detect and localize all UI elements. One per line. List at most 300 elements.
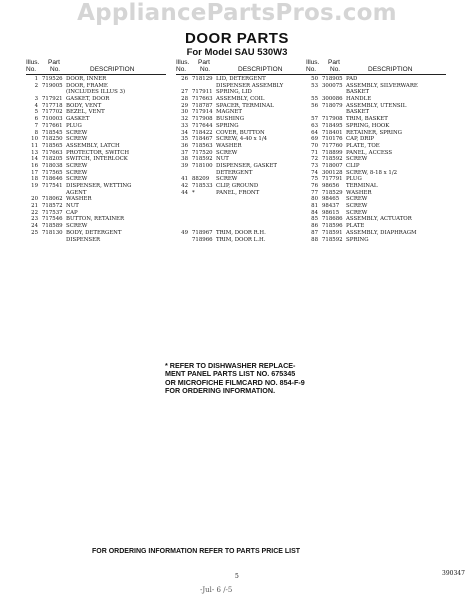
header-description: DESCRIPTION xyxy=(238,66,283,73)
part-description: PLATE xyxy=(346,223,365,230)
parts-row xyxy=(176,83,306,90)
illus-number: 2 xyxy=(34,82,38,89)
part-number: 718966 xyxy=(192,236,213,243)
parts-row xyxy=(306,130,446,137)
part-description: SCREW, 4-40 x 1/4 xyxy=(216,136,268,143)
parts-row xyxy=(26,76,166,83)
part-number: 717541 xyxy=(42,183,63,189)
part-number: 718589 xyxy=(42,223,63,230)
parts-row xyxy=(306,230,446,237)
part-description: WASHER xyxy=(216,142,242,149)
part-description: DOOR, FRAME xyxy=(66,82,108,89)
part-description: ASSEMBLY, SILVERWARE xyxy=(346,82,418,89)
part-description: MAGNET xyxy=(216,109,242,116)
part-number: 718592 xyxy=(192,156,213,163)
header-rule xyxy=(26,74,166,75)
illus-number: 17 xyxy=(31,169,38,176)
part-number: 718563 xyxy=(192,142,213,149)
parts-row xyxy=(306,196,446,203)
part-description: RETAINER, SPRING xyxy=(346,129,402,136)
part-description: ASSEMBLY, ACTUATOR xyxy=(346,216,412,223)
illus-number: 32 xyxy=(181,116,188,123)
part-description: SPRING, LID xyxy=(216,89,252,96)
part-description: BUSHING xyxy=(216,116,245,123)
parts-row xyxy=(26,163,166,170)
note-line: FOR ORDERING INFORMATION. xyxy=(165,386,276,396)
parts-row xyxy=(26,210,166,217)
part-description: DOOR, INNER xyxy=(66,76,107,82)
illus-number: 5 xyxy=(34,109,38,116)
part-number: 718467 xyxy=(192,136,213,143)
part-number: 98465 xyxy=(322,196,340,203)
illus-number: 25 xyxy=(31,229,38,236)
part-number: 718899 xyxy=(322,149,343,156)
part-number: 98615 xyxy=(322,209,340,216)
part-number: 300075 xyxy=(322,82,343,89)
parts-row xyxy=(176,143,306,150)
part-number: 710176 xyxy=(322,136,343,143)
part-number: 719526 xyxy=(42,76,63,82)
part-description: CLIP, GROUND xyxy=(216,183,259,189)
part-description: BASKET xyxy=(346,89,370,96)
part-description: WASHER xyxy=(66,196,92,203)
header-description: DESCRIPTION xyxy=(368,66,413,73)
illus-number: 49 xyxy=(181,229,188,236)
illus-number: 23 xyxy=(31,216,38,223)
part-number: 717718 xyxy=(42,102,63,109)
parts-row xyxy=(26,96,166,103)
parts-row xyxy=(176,163,306,170)
parts-row xyxy=(176,116,306,123)
part-number: 717911 xyxy=(192,89,213,96)
parts-row xyxy=(26,150,166,157)
illus-number: 63 xyxy=(311,122,318,129)
part-number: 718529 xyxy=(322,189,343,196)
parts-row xyxy=(306,190,446,197)
illus-number: 1 xyxy=(34,76,38,82)
illus-number: 44 xyxy=(181,189,188,196)
parts-row xyxy=(176,196,306,203)
parts-row xyxy=(176,176,306,183)
part-number: 718079 xyxy=(322,102,343,109)
illus-number: 22 xyxy=(31,209,38,216)
illus-number: 13 xyxy=(31,149,38,156)
part-description: PANEL, ACCESS xyxy=(346,149,393,156)
illus-number: 19 xyxy=(31,183,38,189)
parts-row xyxy=(176,237,306,244)
illus-number: 10 xyxy=(31,136,38,143)
part-description: CAP xyxy=(66,209,78,216)
illus-number: 24 xyxy=(31,223,38,230)
parts-row xyxy=(176,203,306,210)
illus-number: 21 xyxy=(31,203,38,210)
part-number: 718592 xyxy=(322,156,343,163)
part-number: 717537 xyxy=(42,209,63,216)
illus-number: 80 xyxy=(311,196,318,203)
parts-row xyxy=(306,109,446,116)
parts-column-1 xyxy=(26,58,166,243)
illus-number: 74 xyxy=(311,169,318,176)
header-illus: Illus. xyxy=(306,59,320,66)
handwritten-mark: -Jul- 6 /-5 xyxy=(200,586,233,594)
parts-row xyxy=(306,103,446,110)
parts-row xyxy=(26,116,166,123)
illus-number: 70 xyxy=(311,142,318,149)
illus-number: 57 xyxy=(311,116,318,123)
part-description: CLIP xyxy=(346,162,360,169)
part-number: 717663 xyxy=(192,96,213,103)
illus-number: 8 xyxy=(34,129,38,136)
header-partno: No. xyxy=(200,66,211,73)
parts-row xyxy=(26,109,166,116)
illus-number: 85 xyxy=(311,216,318,223)
part-number: 718572 xyxy=(42,203,63,210)
part-number: 718038 xyxy=(42,162,63,169)
parts-row xyxy=(176,150,306,157)
parts-row xyxy=(176,96,306,103)
header-rule xyxy=(306,74,446,75)
document-number: 390347 xyxy=(442,570,465,577)
note-line: MENT PANEL PARTS LIST NO. 675345 xyxy=(165,369,296,379)
part-number: 718422 xyxy=(192,129,213,136)
illus-number: 53 xyxy=(311,82,318,89)
illus-number: 76 xyxy=(311,183,318,189)
part-number: 718646 xyxy=(42,176,63,183)
part-number: 717921 xyxy=(42,96,63,103)
illus-number: 39 xyxy=(181,162,188,169)
part-description: SCREW xyxy=(66,162,88,169)
parts-row xyxy=(176,216,306,223)
parts-column-3 xyxy=(306,58,446,243)
parts-row xyxy=(306,223,446,230)
part-number: 718100 xyxy=(192,162,213,169)
part-description: SCREW xyxy=(216,149,238,156)
illus-number: 34 xyxy=(181,129,188,136)
part-description: BODY, VENT xyxy=(66,102,102,109)
parts-row xyxy=(306,176,446,183)
part-description: (INCLUDES ILLUS 3) xyxy=(66,89,126,96)
illus-number: 64 xyxy=(311,129,318,136)
header-illus: Illus. xyxy=(26,59,40,66)
part-description: BUTTON, RETAINER xyxy=(66,216,125,223)
illus-number: 27 xyxy=(181,89,188,96)
illus-number: 37 xyxy=(181,149,188,156)
header-illus: Illus. xyxy=(176,59,190,66)
part-number: 718495 xyxy=(322,122,343,129)
parts-row xyxy=(176,103,306,110)
parts-row xyxy=(26,183,166,190)
part-description: PLUG xyxy=(346,176,362,183)
part-number: 718592 xyxy=(322,236,343,243)
part-number: 717914 xyxy=(192,109,213,116)
illus-number: 4 xyxy=(34,102,38,109)
column-header xyxy=(306,58,446,74)
illus-number: 84 xyxy=(311,209,318,216)
part-description: AGENT xyxy=(66,189,87,196)
parts-row xyxy=(306,156,446,163)
part-description: SWITCH, INTERLOCK xyxy=(66,156,128,163)
part-number: 719005 xyxy=(42,82,63,89)
parts-row xyxy=(26,143,166,150)
part-number: 718565 xyxy=(42,142,63,149)
part-number: 718787 xyxy=(192,102,213,109)
illus-number: 36 xyxy=(181,142,188,149)
part-description: SCREW xyxy=(346,196,368,203)
part-number: 718967 xyxy=(192,229,213,236)
part-description: ASSEMBLY, DIAPHRAGM xyxy=(346,229,417,236)
part-description: SPRING xyxy=(346,236,369,243)
illus-number: 87 xyxy=(311,229,318,236)
part-description: NUT xyxy=(66,203,79,210)
parts-row xyxy=(26,230,166,237)
part-description: SPRING xyxy=(216,122,239,129)
part-number: * xyxy=(192,189,195,196)
part-description: DISPENSER ASSEMBLY xyxy=(216,82,284,89)
parts-row xyxy=(306,123,446,130)
illus-number: 86 xyxy=(311,223,318,230)
part-number: 710003 xyxy=(42,116,63,123)
part-number: 718129 xyxy=(192,76,213,82)
parts-row xyxy=(26,103,166,110)
illus-number: 69 xyxy=(311,136,318,143)
part-number: 717644 xyxy=(192,122,213,129)
part-description: SCREW xyxy=(346,156,368,163)
part-number: 717760 xyxy=(322,142,343,149)
site-watermark: AppliancePartsPros.com xyxy=(77,0,397,26)
replacement-panel-note xyxy=(165,362,305,396)
illus-number: 50 xyxy=(311,76,318,82)
part-description: BEZEL, VENT xyxy=(66,109,105,116)
parts-row xyxy=(306,83,446,90)
part-description: SPACER, TERMINAL xyxy=(216,102,274,109)
illus-number: 11 xyxy=(31,142,38,149)
part-number: 718250 xyxy=(42,136,63,143)
page-subtitle: For Model SAU 530W3 xyxy=(186,47,288,58)
parts-row xyxy=(26,156,166,163)
part-description: ASSEMBLY, UTENSIL xyxy=(346,102,407,109)
parts-row xyxy=(306,89,446,96)
header-description: DESCRIPTION xyxy=(90,66,135,73)
illus-number: 33 xyxy=(181,122,188,129)
part-number: 718596 xyxy=(322,223,343,230)
part-description: PANEL, FRONT xyxy=(216,189,260,196)
illus-number: 7 xyxy=(34,122,38,129)
part-description: PAD xyxy=(346,76,358,82)
column-body xyxy=(306,76,446,243)
part-number: 718130 xyxy=(42,229,63,236)
header-no: No. xyxy=(306,66,317,73)
part-number: 717791 xyxy=(322,176,343,183)
header-rule xyxy=(176,74,306,75)
illus-number: 88 xyxy=(311,236,318,243)
illus-number: 72 xyxy=(311,156,318,163)
part-number: 717908 xyxy=(322,116,343,123)
illus-number: 56 xyxy=(311,102,318,109)
illus-number: 71 xyxy=(311,149,318,156)
part-description: PROTECTOR, SWITCH xyxy=(66,149,130,156)
parts-row xyxy=(306,76,446,83)
parts-row xyxy=(176,190,306,197)
illus-number: 26 xyxy=(181,76,188,82)
part-number: 718545 xyxy=(42,129,63,136)
part-number: 718591 xyxy=(322,229,343,236)
parts-row xyxy=(26,196,166,203)
header-no: No. xyxy=(176,66,187,73)
part-description: ASSEMBLY, LATCH xyxy=(66,142,120,149)
parts-row xyxy=(176,76,306,83)
parts-row xyxy=(306,170,446,177)
parts-row xyxy=(26,176,166,183)
parts-row xyxy=(26,216,166,223)
part-number: 717546 xyxy=(42,216,63,223)
parts-row xyxy=(306,203,446,210)
illus-number: 75 xyxy=(311,176,318,183)
illus-number: 30 xyxy=(181,109,188,116)
part-description: SCREW xyxy=(216,176,238,183)
illus-number: 73 xyxy=(311,162,318,169)
column-header xyxy=(26,58,166,74)
illus-number: 14 xyxy=(31,156,38,163)
illus-number: 3 xyxy=(34,96,38,103)
part-description: SCREW xyxy=(66,176,88,183)
part-description: CAP, DRIP xyxy=(346,136,375,143)
illus-number: 20 xyxy=(31,196,38,203)
part-description: WASHER xyxy=(346,189,372,196)
illus-number: 55 xyxy=(311,96,318,103)
illus-number: 35 xyxy=(181,136,188,143)
part-description: PLATE, TOE xyxy=(346,142,380,149)
part-description: DISPENSER xyxy=(66,236,101,243)
part-number: 98437 xyxy=(322,203,340,210)
part-description: BODY, DETERGENT xyxy=(66,229,122,236)
illus-number: 29 xyxy=(181,102,188,109)
header-part: Part xyxy=(48,59,60,66)
part-description: DETERGENT xyxy=(216,169,253,176)
part-description: GASKET, DOOR xyxy=(66,96,110,103)
part-description: SCREW xyxy=(66,223,88,230)
parts-column-2 xyxy=(176,58,306,243)
parts-row xyxy=(306,237,446,244)
page-number: 5 xyxy=(235,573,239,580)
part-description: SCREW xyxy=(346,209,368,216)
column-body xyxy=(176,76,306,243)
parts-row xyxy=(26,170,166,177)
parts-row xyxy=(176,230,306,237)
part-description: TERMINAL xyxy=(346,183,378,189)
part-number: 718401 xyxy=(322,129,343,136)
part-description: BASKET xyxy=(346,109,370,116)
parts-row xyxy=(306,210,446,217)
part-number: 718533 xyxy=(192,183,213,189)
part-number: 718205 xyxy=(42,156,63,163)
parts-row xyxy=(176,123,306,130)
part-description: NUT xyxy=(216,156,229,163)
illus-number: 77 xyxy=(311,189,318,196)
parts-row xyxy=(26,237,166,244)
part-description: LID, DETERGENT xyxy=(216,76,266,82)
part-description: TRIM, DOOR R.H. xyxy=(216,229,266,236)
column-header xyxy=(176,58,306,74)
illus-number: 42 xyxy=(181,183,188,189)
parts-row xyxy=(306,163,446,170)
illus-number: 38 xyxy=(181,156,188,163)
part-description: SPRING, HOOK xyxy=(346,122,390,129)
parts-row xyxy=(306,143,446,150)
parts-row xyxy=(176,183,306,190)
part-number: 300128 xyxy=(322,169,343,176)
parts-row xyxy=(306,183,446,190)
note-line: OR MICROFICHE FILMCARD NO. 854-F-9 xyxy=(165,377,305,387)
part-number: 718905 xyxy=(322,76,343,82)
part-number: 718007 xyxy=(322,162,343,169)
ordering-footer: FOR ORDERING INFORMATION REFER TO PARTS PRICE LIST xyxy=(92,548,301,555)
parts-row xyxy=(306,96,446,103)
parts-row xyxy=(306,216,446,223)
page-title: DOOR PARTS xyxy=(185,30,289,47)
illus-number: 41 xyxy=(181,176,188,183)
part-number: 300086 xyxy=(322,96,343,103)
illus-number: 18 xyxy=(31,176,38,183)
illus-number: 28 xyxy=(181,96,188,103)
header-part: Part xyxy=(198,59,210,66)
parts-row xyxy=(176,136,306,143)
note-line: * REFER TO DISHWASHER REPLACE- xyxy=(165,361,296,370)
illus-number: 81 xyxy=(311,203,318,210)
header-no: No. xyxy=(26,66,37,73)
part-description: SCREW xyxy=(66,169,88,176)
part-description: DISPENSER, WETTING xyxy=(66,183,132,189)
parts-row xyxy=(176,156,306,163)
header-part: Part xyxy=(328,59,340,66)
part-description: HANDLE xyxy=(346,96,372,103)
part-description: TRIM, BASKET xyxy=(346,116,388,123)
parts-row xyxy=(176,170,306,177)
parts-row xyxy=(26,203,166,210)
parts-row xyxy=(176,109,306,116)
parts-row xyxy=(26,190,166,197)
part-number: 718686 xyxy=(322,216,343,223)
header-partno: No. xyxy=(50,66,61,73)
part-description: TRIM, DOOR L.H. xyxy=(216,236,266,243)
parts-row xyxy=(176,223,306,230)
illus-number: 6 xyxy=(34,116,38,123)
part-number: 88209 xyxy=(192,176,210,183)
part-number: 717565 xyxy=(42,169,63,176)
part-number: 98656 xyxy=(322,183,340,189)
parts-row xyxy=(26,89,166,96)
parts-row xyxy=(26,136,166,143)
part-number: 717702 xyxy=(42,109,63,116)
illus-number: 16 xyxy=(31,162,38,169)
part-number: 717663 xyxy=(42,149,63,156)
part-description: DISPENSER, GASKET xyxy=(216,162,277,169)
parts-row xyxy=(26,223,166,230)
part-number: 717520 xyxy=(192,149,213,156)
parts-row xyxy=(26,130,166,137)
part-description: ASSEMBLY, COIL xyxy=(216,96,265,103)
part-number: 718062 xyxy=(42,196,63,203)
parts-row xyxy=(26,123,166,130)
part-number: 717661 xyxy=(42,122,63,129)
column-body xyxy=(26,76,166,243)
part-description: GASKET xyxy=(66,116,90,123)
parts-row xyxy=(176,89,306,96)
part-description: PLUG xyxy=(66,122,82,129)
parts-row xyxy=(176,210,306,217)
parts-row xyxy=(306,116,446,123)
parts-row xyxy=(176,130,306,137)
part-number: 717908 xyxy=(192,116,213,123)
